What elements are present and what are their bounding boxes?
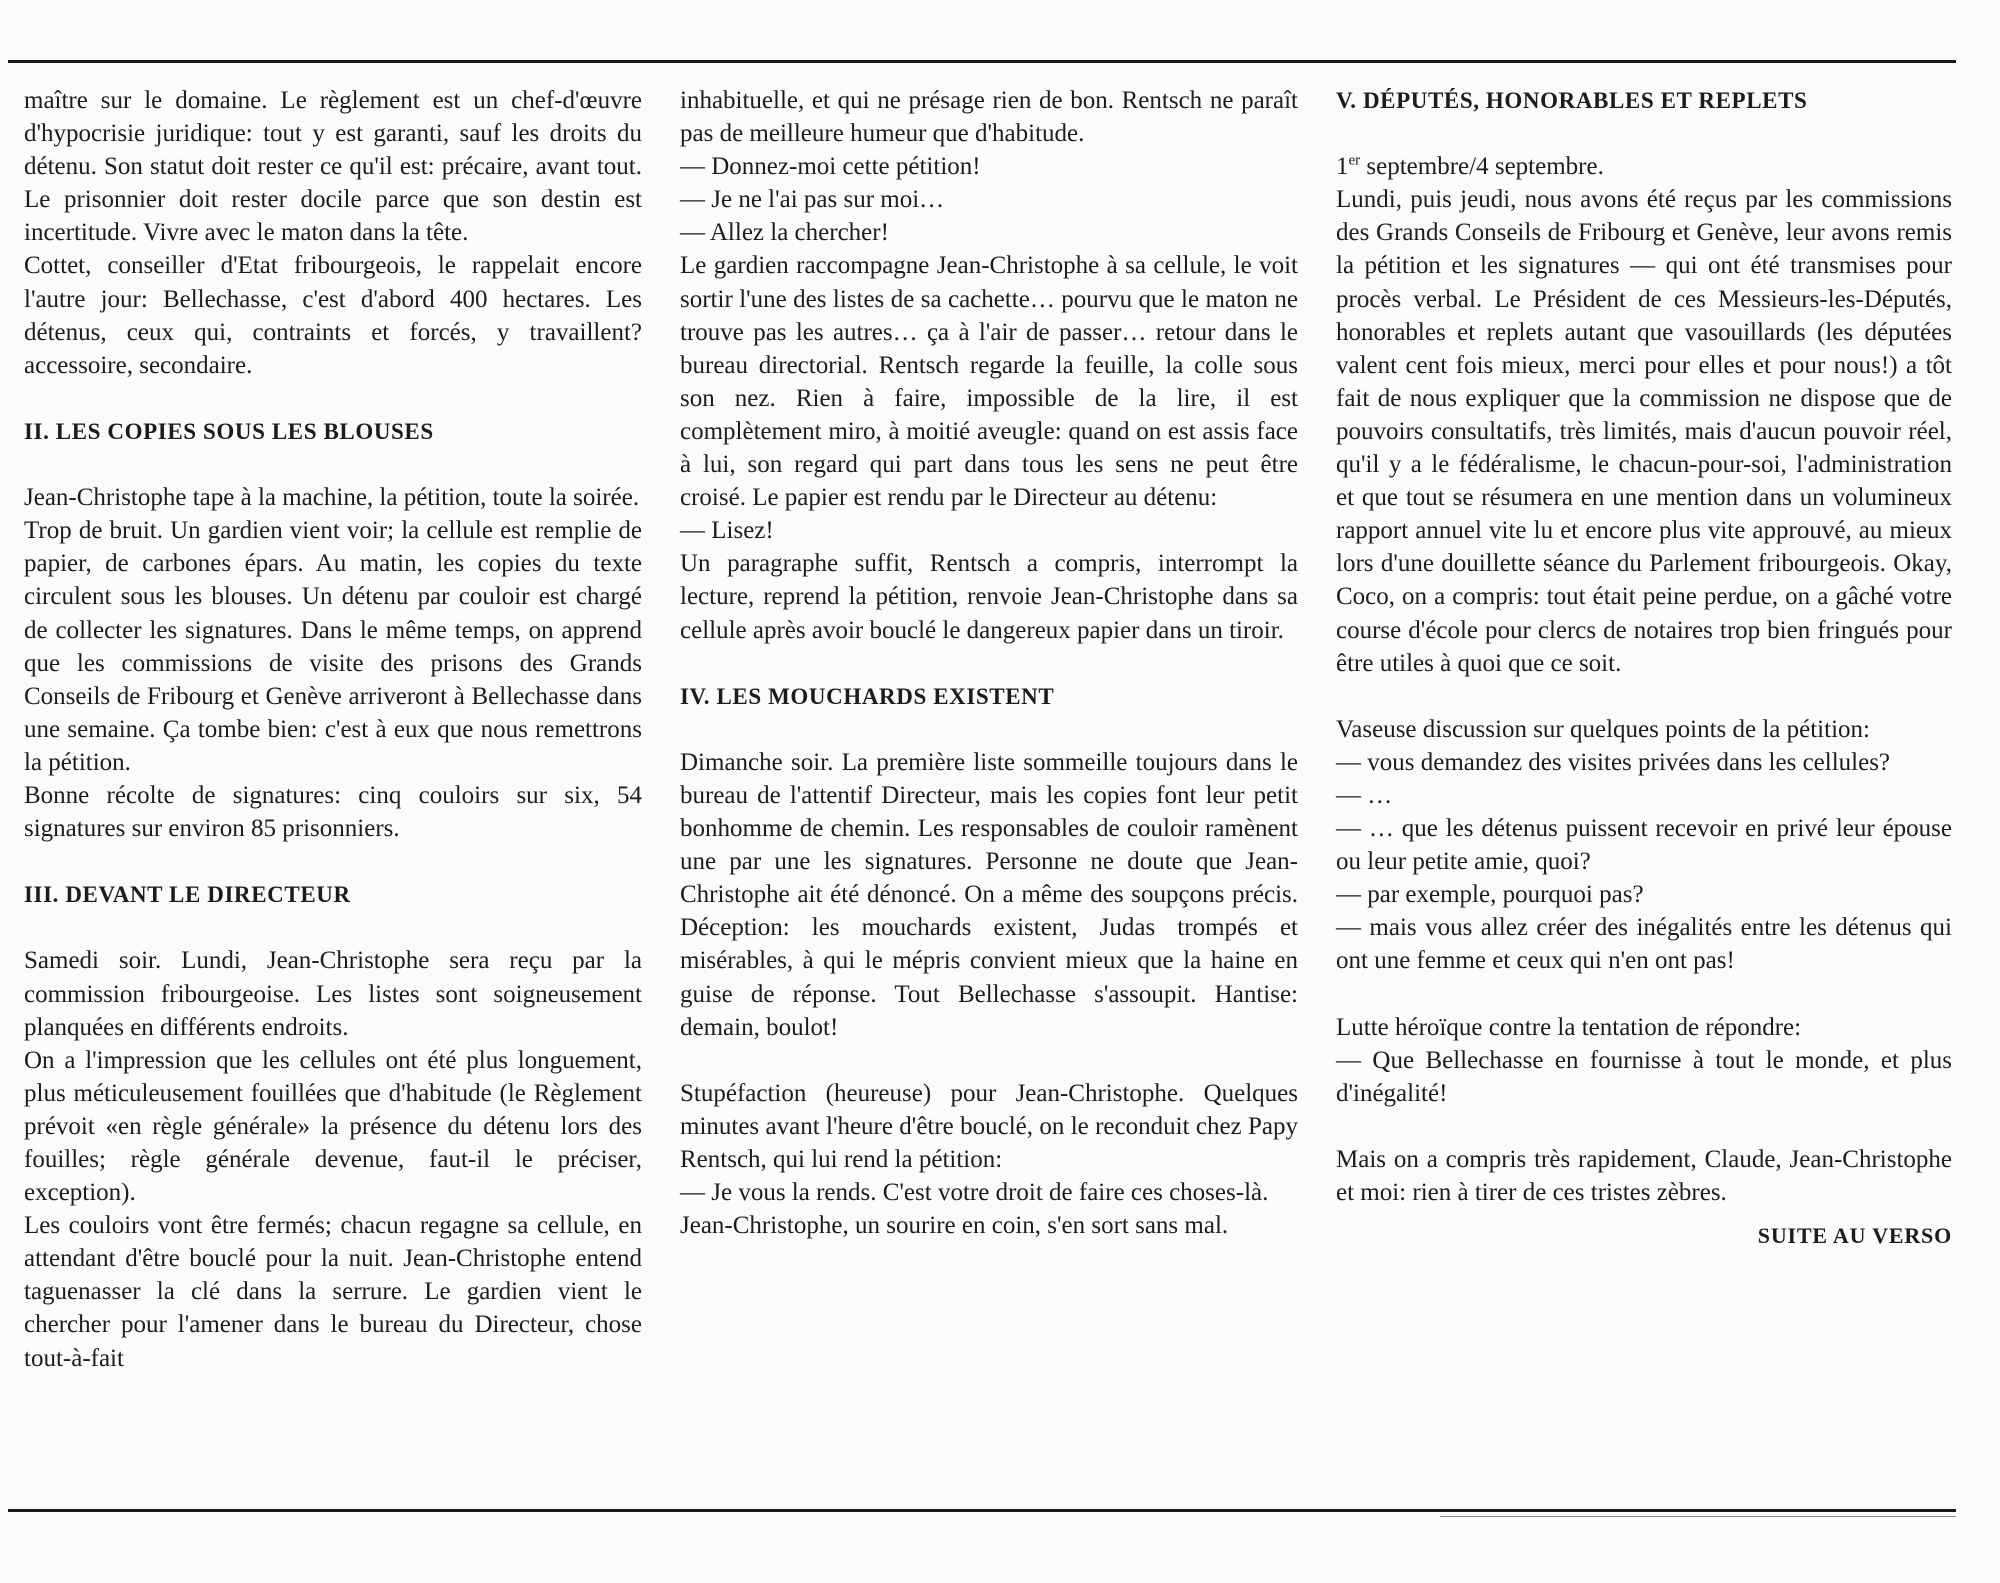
- dialogue-line: — Je ne l'ai pas sur moi…: [680, 186, 945, 214]
- paragraph: Lutte héroïque contre la tentation de répondre:: [1336, 1013, 1802, 1041]
- column-3: [1336, 84, 1952, 1494]
- paragraph: Samedi soir. Lundi, Jean-Christophe sera reçu par la commission fribourgeoise. Les listes sont soigneusement planquées en différents endroits.: [24, 947, 642, 1041]
- date-line: [1336, 150, 1952, 183]
- date-number: 1: [1336, 153, 1349, 181]
- paragraph: Un paragraphe suffit, Rentsch a compris, interrompt la lecture, reprend la pétition, renvoie Jean-Christophe dans sa cellule après avoir bouclé le dangereux papier dans un tiroir.: [680, 550, 1298, 644]
- date-superscript: er: [1348, 152, 1361, 169]
- bottom-rule: [8, 1509, 1956, 1512]
- column-1: [24, 84, 642, 1494]
- paragraph: Trop de bruit. Un gardien vient voir; la cellule est remplie de papier, de carbones épars. Au matin, les copies du texte circulent sous les blouses. Un détenu par couloir est chargé de collecter les signatures. Dans le même temps, on apprend que les commissions de visite des prisons des Grands Conseils de Fribourg et Genève arriveront à Bellechasse dans une semaine. Ça tombe bien: c'est à eux que nous remettrons la pétition.: [24, 517, 642, 776]
- dialogue-line: — …: [1336, 781, 1393, 809]
- section-heading-4: IV. LES MOUCHARDS EXISTENT: [680, 683, 1055, 709]
- paragraph: maître sur le domaine. Le règlement est un chef-d'œuvre d'hypocrisie juridique: tout y est garanti, sauf les droits du détenu. Son statut doit rester ce qu'il est: précaire, avant tout. Le prisonnier doit rester docile parce que son destin est incertitude. Vivre avec le maton dans la tête.: [24, 87, 642, 247]
- paragraph: On a l'impression que les cellules ont été plus longuement, plus méticuleusement fouillées que d'habitude (le Règlement prévoit «en règle générale» la présence du détenu lors des fouilles; règle générale devenue, faut-il le préciser, exception).: [24, 1046, 642, 1207]
- continued-on-back-note: SUITE AU VERSO: [1757, 1223, 1952, 1249]
- paragraph: Lundi, puis jeudi, nous avons été reçus par les commissions des Grands Conseils de Fribourg et Genève, leur avons remis la pétition et les signatures — qui ont été transmises pour procès verbal. Le Président de ces Messieurs-les-Députés, honorables et replets autant que vasouillards (les députées valent cent fois mieux, merci pour elles et pour nous!) a tôt fait de nous expliquer que la commission ne dispose que de pouvoirs consultatifs, très limités, mais d'aucun pouvoir réel, qu'il y a le fédéralisme, le chacun-pour-soi, l'administration et que tout se résumera en une mention dans un volumineux rapport annuel vite lu et encore plus vite approuvé, au mieux lors d'une douillette séance du Parlement fribourgeois. Okay, Coco, on a compris: tout était peine perdue, on a gâché votre course d'école pour clercs de notaires trop bien fringués pour être utiles à quoi que ce soit.: [1336, 186, 1952, 677]
- paragraph: Jean-Christophe tape à la machine, la pétition, toute la soirée.: [24, 484, 640, 512]
- column-2: [680, 84, 1298, 1494]
- dialogue-line: — par exemple, pourquoi pas?: [1336, 881, 1644, 909]
- bottom-rule-thin: [1440, 1516, 1956, 1517]
- dialogue-line: — Donnez-moi cette pétition!: [680, 153, 981, 181]
- paragraph: Mais on a compris très rapidement, Claude, Jean-Christophe et moi: rien à tirer de ces tristes zèbres.: [1336, 1146, 1952, 1207]
- top-rule: [8, 60, 1956, 63]
- dialogue-line: — mais vous allez créer des inégalités entre les détenus qui ont une femme et ceux qui n'en ont pas!: [1336, 914, 1952, 975]
- section-heading-2: II. LES COPIES SOUS LES BLOUSES: [24, 418, 434, 444]
- dialogue-line: — Je vous la rends. C'est votre droit de faire ces choses-là.: [680, 1179, 1269, 1207]
- dialogue-line: — … que les détenus puissent recevoir en privé leur épouse ou leur petite amie, quoi?: [1336, 815, 1952, 876]
- dialogue-line: — Que Bellechasse en fournisse à tout le monde, et plus d'inégalité!: [1336, 1046, 1952, 1107]
- paragraph: inhabituelle, et qui ne présage rien de bon. Rentsch ne paraît pas de meilleure humeur que d'habitude.: [680, 87, 1298, 148]
- date-rest: septembre/4 septembre.: [1360, 153, 1604, 181]
- dialogue-line: — Allez la chercher!: [680, 219, 889, 247]
- paragraph: Bonne récolte de signatures: cinq couloirs sur six, 54 signatures sur environ 85 prisonniers.: [24, 781, 642, 843]
- paragraph: Jean-Christophe, un sourire en coin, s'en sort sans mal.: [680, 1212, 1229, 1240]
- paragraph: Vaseuse discussion sur quelques points de la pétition:: [1336, 715, 1870, 743]
- paragraph: Le gardien raccompagne Jean-Christophe à sa cellule, le voit sortir l'une des listes de sa cachette… pourvu que le maton ne trouve pas les autres… ça à l'air de passer… retour dans le bureau directorial. Rentsch regarde la feuille, la colle sous son nez. Rien à faire, impossible de la lire, il est complètement miro, à moitié aveugle: quand on est assis face à lui, son regard qui part dans tous les sens ne peut être croisé. Le papier est rendu par le Directeur au détenu:: [680, 252, 1298, 512]
- section-heading-5: V. DÉPUTÉS, HONORABLES ET REPLETS: [1336, 88, 1808, 113]
- section-heading-3: III. DEVANT LE DIRECTEUR: [24, 882, 351, 908]
- dialogue-line: — Lisez!: [680, 517, 774, 545]
- dialogue-line: — vous demandez des visites privées dans les cellules?: [1336, 748, 1891, 776]
- paragraph: Stupéfaction (heureuse) pour Jean-Christophe. Quelques minutes avant l'heure d'être bouclé, on le reconduit chez Papy Rentsch, qui lui rend la pétition:: [680, 1079, 1298, 1173]
- paragraph: Dimanche soir. La première liste sommeille toujours dans le bureau de l'attentif Directeur, mais les copies font leur petit bonhomme de chemin. Les responsables de couloir ramènent une par une les signatures. Personne ne doute que Jean-Christophe ait été dénoncé. On a même des soupçons précis. Déception: les mouchards existent, Judas trompés et misérables, à qui le mépris convient mieux que la haine en guise de réponse. Tout Bellechasse s'assoupit. Hantise: demain, boulot!: [680, 748, 1298, 1041]
- paragraph: Cottet, conseiller d'Etat fribourgeois, le rappelait encore l'autre jour: Bellechasse, c'est d'abord 400 hectares. Les détenus, ceux qui, contraints et forcés, y travaillent? accessoire, secondaire.: [24, 252, 642, 379]
- paragraph: Les couloirs vont être fermés; chacun regagne sa cellule, en attendant d'être bouclé pour la nuit. Jean-Christophe entend taguenasser la clé dans la serrure. Le gardien vient le chercher pour l'amener dans le bureau du Directeur, chose tout-à-fait: [24, 1212, 642, 1372]
